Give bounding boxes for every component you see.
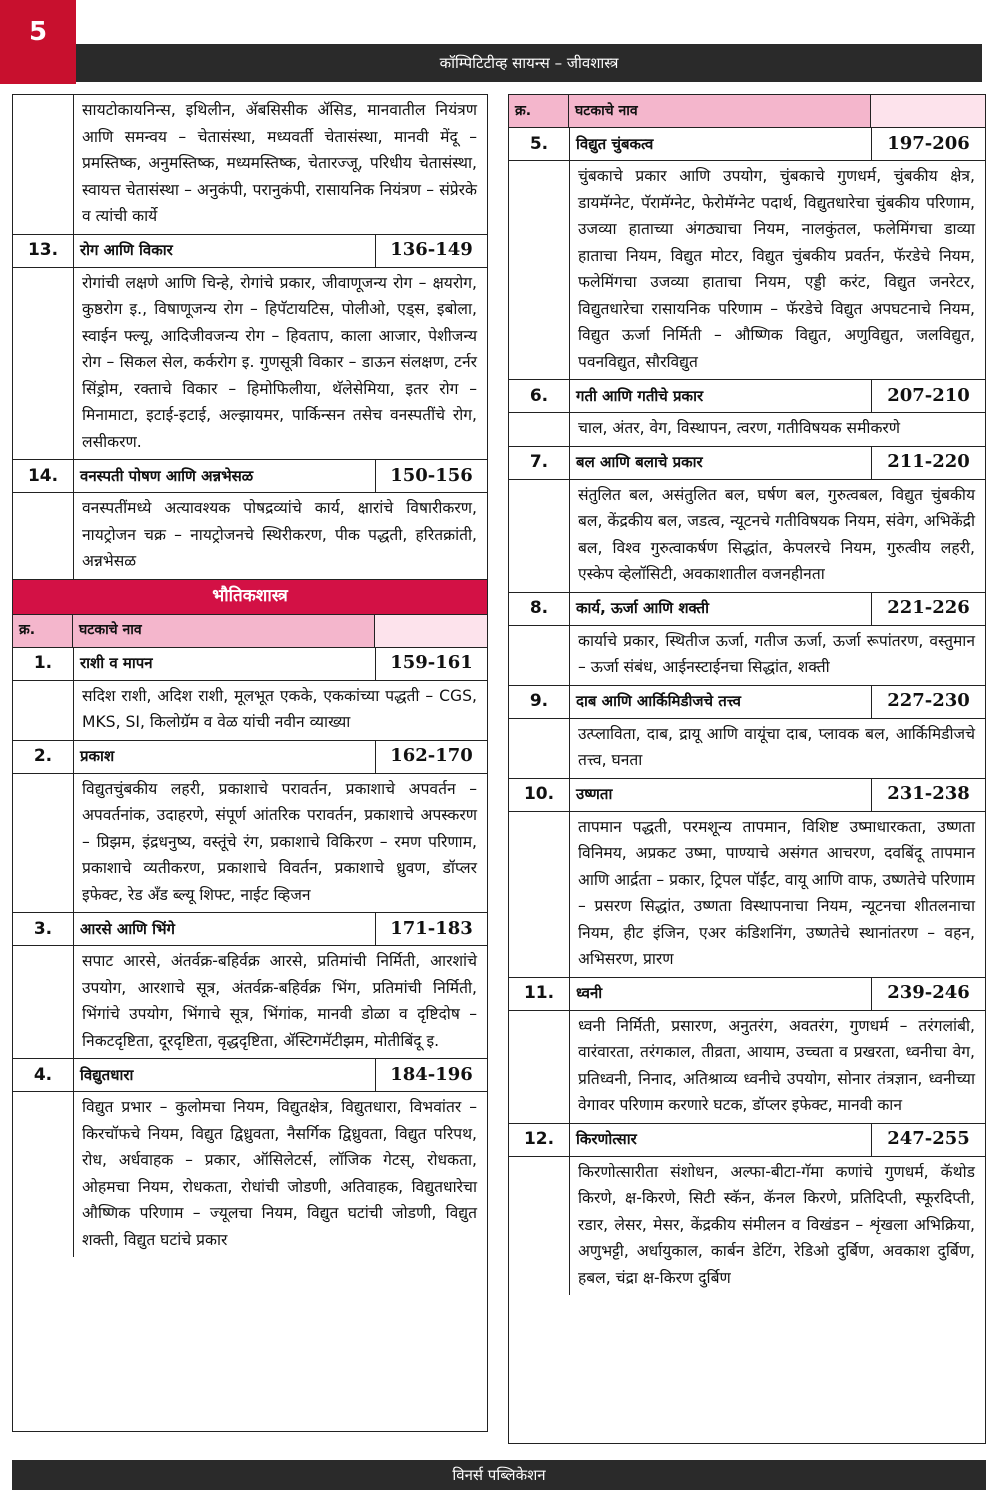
topic-row [13,1059,487,1092]
topic-description-row [509,719,985,779]
topic-title: प्रकाश [74,741,376,773]
topic-description: सपाट आरसे, अंतर्वक्र-बहिर्वक्र आरसे, प्रतिमांची निर्मिती, आरशांचे उपयोग, आरशाचे सूत्र, अंतर्वक्र-बहिर्वक्र भिंग, प्रतिमांची निर्मिती, भिंगांचे उपयोग, भिंगाचे सूत्र, भिंगांक, मानवी डोळा व दृष्टिदोष – निकटदृष्टिता, दूरदृष्टिता, वृद्धदृष्टिता, ॲस्टिगमॅटीझम, मोतीबिंदू इ. [82,952,477,1050]
topic-title: ध्वनी [570,978,872,1010]
right-column [508,94,986,1444]
topic-description: ध्वनी निर्मिती, प्रसारण, अनुतरंग, अवतरंग, गुणधर्म – तरंगलांबी, वारंवारता, तरंगकाल, तीव्रता, आयाम, उच्चता व प्रखरता, ध्वनीचा वेग, प्रतिध्वनी, निनाद, अतिश्राव्य ध्वनीचे उपयोग, सोनार तंत्रज्ञान, ध्वनीच्या वेगावर परिणाम करणारे घटक, डॉप्लर इफेक्ट, मानवी कान [578,1016,975,1114]
topic-title: विद्युतधारा [74,1059,376,1091]
topic-description-row [13,681,487,741]
topic-description: विद्युत प्रभार – कुलोमचा नियम, विद्युतक्षेत्र, विद्युतधारा, विभवांतर – किरचॉफचे नियम, विद्युत द्विध्रुवता, नैसर्गिक द्विध्रुवता, विद्युत परिपथ, रोध, अर्धवाहक – प्रकार, ऑसिलेटर्स, लॉजिक गेटस्, रोधकता, ओहमचा नियम, रोधकता, रोधांची जोडणी, अतिवाहक, विद्युतधारेचा औष्णिक परिणाम – ज्यूलचा नियम, विद्युत घटांची जोडणी, विद्युत शक्ती, विद्युत घटांचे प्रकार [82,1098,477,1249]
topic-row [509,1124,985,1157]
header-number: क्र. [509,95,569,127]
topic-description-row [509,1157,985,1296]
running-header: कॉम्पिटिटीव्ह सायन्स – जीवशास्त्र [76,44,982,82]
topic-pages: 231-238 [887,783,970,805]
topic-row [509,447,985,480]
topic-title: दाब आणि आर्किमिडीजचे तत्त्व [570,686,872,718]
topic-number: 1. [13,648,74,680]
topic-number: 10. [509,779,570,811]
topic-description-row [509,626,985,686]
topic-description: कार्याचे प्रकार, स्थितीज ऊर्जा, गतीज ऊर्जा, ऊर्जा रूपांतरण, वस्तुमान – ऊर्जा संबंध, आईनस्टाईनचा सिद्धांत, शक्ती [578,631,975,676]
topic-pages: 197-206 [887,132,970,154]
topic-row [509,128,985,161]
topic-row [13,235,487,268]
topic-title: आरसे आणि भिंगे [74,913,376,945]
topic-number: 4. [13,1059,74,1091]
topic-description: उत्प्लाविता, दाब, द्रायू आणि वायूंचा दाब, प्लावक बल, आर्किमिडीजचे तत्त्व, घनता [578,724,975,769]
topic-description-row [509,812,985,978]
header-title: घटकाचे नाव [73,615,375,647]
header-number: क्र. [13,615,73,647]
topic-number: 8. [509,593,570,625]
topic-row [13,741,487,774]
topic-pages: 247-255 [887,1128,970,1150]
table-header [509,95,985,128]
topic-number: 5. [509,128,570,160]
topic-pages: 159-161 [390,652,473,674]
topic-row [509,593,985,626]
topic-description: वनस्पतींमध्ये अत्यावश्यक पोषद्रव्यांचे कार्य, क्षारांचे विषारीकरण, नायट्रोजन चक्र – नायट्रोजनचे स्थिरीकरण, पीक पद्धती, हरितक्रांती, अन्नभेसळ [82,499,477,570]
topic-number: 3. [13,913,74,945]
topic-title: गती आणि गतीचे प्रकार [570,380,872,412]
topic-description-row [13,774,487,914]
topic-row [509,686,985,719]
publisher-footer: विनर्स पब्लिकेशन [12,1460,986,1490]
topic-row [13,460,487,493]
topic-pages: 221-226 [887,597,970,619]
topic-title: राशी व मापन [74,648,376,680]
topic-description: रोगांची लक्षणे आणि चिन्हे, रोगांचे प्रकार, जीवाणूजन्य रोग – क्षयरोग, कुष्ठरोग इ., विषाणूजन्य रोग – हिपॅटायटिस, पोलीओ, एड्स, इबोला, स्वाईन फ्ल्यू, आदिजीवजन्य रोग – हिवताप, काला आजार, पेशीजन्य रोग – सिकल सेल, कर्करोग इ. गुणसूत्री विकार – डाऊन संलक्षण, टर्नर सिंड्रोम, रक्ताचे विकार – हिमोफिलीया, थॅलेसेमिया, इतर रोग – मिनामाटा, इटाई-इटाई, अल्झायमर, पार्किन्सन तसेच वनस्पतींचे रोग, लसीकरण. [82,273,477,451]
continued-description: सायटोकायनिन्स, इथिलीन, ॲबसिसीक ॲसिड, मानवातील नियंत्रण आणि समन्वय – चेतासंस्था, मध्यवर्ती चेतासंस्था, मानवी मेंदू – प्रमस्तिष्क, अनुमस्तिष्क, मध्यमस्तिष्क, चेतारज्जू, परिधीय चेतासंस्था, स्वायत्त चेतासंस्था – अनुकंपी, परानुकंपी, रासायनिक नियंत्रण – संप्रेरके व त्यांची कार्ये [82,101,477,225]
topic-description-row [509,161,985,380]
topic-description-row [509,480,985,593]
table-header [13,615,487,648]
topic-description: किरणोत्सारीता संशोधन, अल्फा-बीटा-गॅमा कणांचे गुणधर्म, कॅथोड किरणे, क्ष-किरणे, सिटी स्कॅन, कॅनल किरणे, प्रतिदिप्ती, स्फूरदिप्ती, रडार, लेसर, मेसर, केंद्रकीय संमीलन व विखंडन – शृंखला अभिक्रिया, अणुभट्टी, अर्धायुकाल, कार्बन डेटिंग, रेडिओ दुर्बिण, अवकाश दुर्बिण, हबल, चंद्रा क्ष-किरण दुर्बिण [578,1162,975,1287]
page-number: 5 [0,0,76,84]
topic-number: 7. [509,447,570,479]
topic-number: 14. [13,460,74,492]
topic-title: रोग आणि विकार [74,235,376,267]
topic-title: उष्णता [570,779,872,811]
topic-description-row [13,946,487,1059]
topic-number: 13. [13,235,74,267]
topic-number: 6. [509,380,570,412]
topic-description: चाल, अंतर, वेग, विस्थापन, त्वरण, गतीविषयक समीकरणे [578,419,901,437]
topic-description: सदिश राशी, अदिश राशी, मूलभूत एकके, एककांच्या पद्धती – CGS, MKS, SI, किलोग्रॅम व वेळ यांची नवीन व्याख्या [82,686,477,731]
topic-row [509,779,985,812]
topic-description-row [13,268,487,461]
topic-description-row [509,1011,985,1124]
topic-pages: 207-210 [887,384,970,406]
topic-row [509,978,985,1011]
topic-title: विद्युत चुंबकत्व [570,128,872,160]
topic-description: चुंबकाचे प्रकार आणि उपयोग, चुंबकाचे गुणधर्म, चुंबकीय क्षेत्र, डायमॅग्नेट, पॅरामॅग्नेट, फेरोमॅग्नेट पदार्थ, विद्युतधारेचा चुंबकीय परिणाम, उजव्या हाताच्या अंगठ्याचा नियम, नालकुंतल, फलेमिंगचा डाव्या हाताचा नियम, विद्युत मोटर, विद्युत चुंबकीय प्रवर्तन, फॅरडेचे नियम, फलेमिंगचा उजव्या हाताचा नियम, एड्डी करंट, विद्युत जनरेटर, विद्युतधारेचा रासायनिक परिणाम – फॅरडेचे विद्युत अपघटनाचे नियम, विद्युत ऊर्जा निर्मिती – औष्णिक विद्युत, अणुविद्युत, जलविद्युत, पवनविद्युत, सौरविद्युत [578,167,975,371]
header-title: घटकाचे नाव [569,95,871,127]
topic-title: वनस्पती पोषण आणि अन्नभेसळ [74,460,376,492]
topic-number: 2. [13,741,74,773]
topic-pages: 162-170 [390,745,473,767]
topic-number: 9. [509,686,570,718]
topic-title: बल आणि बलाचे प्रकार [570,447,872,479]
topic-title: कार्य, ऊर्जा आणि शक्ती [570,593,872,625]
topic-pages: 171-183 [390,917,473,939]
continued-entry [13,95,487,235]
topic-description: तापमान पद्धती, परमशून्य तापमान, विशिष्ट उष्माधारकता, उष्णता विनिमय, अप्रकट उष्मा, पाण्याचे असंगत आचरण, दवबिंदू तापमान आणि आर्द्रता – प्रकार, ट्रिपल पॉईंट, वायू आणि वाफ, उष्णतेचे परिणाम – प्रसरण सिद्धांत, उष्णता विस्थापनाचा नियम, न्यूटनचा शीतलनाचा नियम, हीट इंजिन, एअर कंडिशनिंग, उष्णतेचे स्थानांतरण – वहन, अभिसरण, प्रारण [578,817,975,968]
left-column [12,94,488,1432]
topic-pages: 150-156 [390,464,473,486]
topic-pages: 239-246 [887,982,970,1004]
topic-row [13,648,487,681]
topic-title: किरणोत्सार [570,1124,872,1156]
topic-description: विद्युतचुंबकीय लहरी, प्रकाशाचे परावर्तन, प्रकाशाचे अपवर्तन – अपवर्तनांक, उदाहरणे, संपूर्ण आंतरिक परावर्तन, प्रकाशाचे अपस्करण – प्रिझम, इंद्रधनुष्य, वस्तूंचे रंग, प्रकाशाचे विकिरण – रमण परिणाम, प्रकाशाचे व्यतीकरण, प्रकाशाचे विवर्तन, प्रकाशाचे ध्रुवण, डॉप्लर इफेक्ट, रेड अँड ब्ल्यू शिफ्ट, नाईट व्हिजन [82,779,477,904]
topic-row [13,913,487,946]
topic-description: संतुलित बल, असंतुलित बल, घर्षण बल, गुरुत्वबल, विद्युत चुंबकीय बल, केंद्रकीय बल, जडत्व, न्यूटनचे गतीविषयक नियम, संवेग, अभिकेंद्री बल, विश्व गुरुत्वाकर्षण सिद्धांत, केपलरचे नियम, गुरुत्वीय लहरी, एस्केप व्हेलॉसिटी, अवकाशातील वजनहीनता [578,485,975,583]
topic-pages: 211-220 [887,451,970,473]
topic-pages: 184-196 [390,1063,473,1085]
topic-pages: 136-149 [390,239,473,261]
topic-number: 11. [509,978,570,1010]
topic-description-row [13,493,487,580]
topic-pages: 227-230 [887,690,970,712]
topic-number: 12. [509,1124,570,1156]
topic-description-row [509,413,985,447]
section-title: भौतिकशास्त्र [13,580,487,615]
topic-row [509,380,985,413]
topic-description-row [13,1092,487,1257]
